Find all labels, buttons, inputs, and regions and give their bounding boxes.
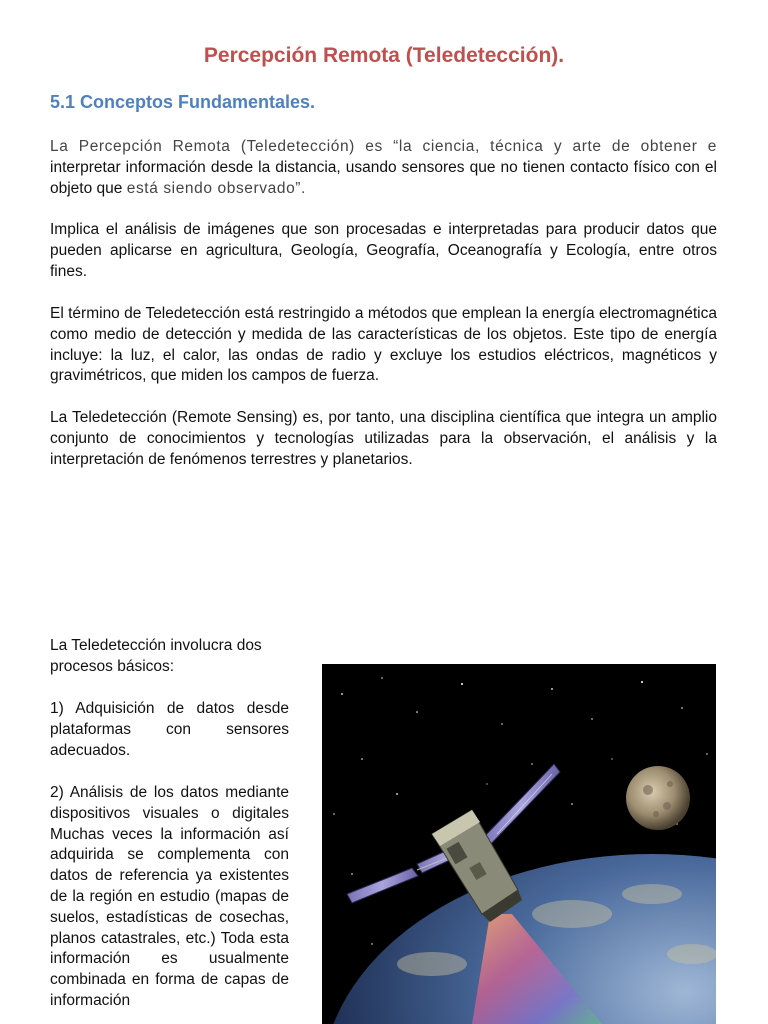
paragraph-definition [50, 137, 717, 199]
satellite-image [322, 664, 716, 1024]
paragraph-applications: Implica el análisis de imágenes que son procesadas e interpretadas para producir datos que pueden aplicarse en agricultura, Geología, Geografía, Oceanografía y Ecología, entre otros fines. [50, 221, 717, 280]
column-item-2: 2) Análisis de los datos mediante dispositivos visuales o digitales Muchas veces la información así adquirida se complementa con datos de referencia ya existentes de la región en estudio (mapas de suelos, estadísticas de cosechas, planos catastrales, etc.) Toda esta información es usualmente combinada en forma de capas de información [50, 784, 289, 1009]
moon [626, 766, 690, 830]
column-item-1: 1) Adquisición de datos desde plataformas con sensores adecuados. [50, 700, 289, 759]
column-intro: La Teledetección involucra dos procesos básicos: [50, 637, 262, 675]
definition-line-2: interpretar información desde la distancia, usando sensores que no tienen contacto físico con el objeto que [50, 158, 717, 197]
definition-line-3: está siendo observado”. [126, 179, 306, 197]
paragraph-remote-sensing: La Teledetección (Remote Sensing) es, por tanto, una disciplina científica que integra un amplio conjunto de conocimientos y tecnologías utilizadas para la observación, el análisis y la interpretación de fenómenos terrestres y planetarios. [50, 409, 717, 468]
paragraph-electromagnetic: El término de Teledetección está restringido a métodos que emplean la energía electromagnética como medio de detección y medida de las características de los objetos. Este tipo de energía incluye: la luz, el calor, las ondas de radio y excluye los estudios eléctricos, magnéticos y gravimétricos, que miden los campos de fuerza. [50, 305, 717, 385]
satellite-illustration [322, 664, 716, 1024]
page-title: Percepción Remota (Teledetección). [203, 44, 565, 67]
section-heading: 5.1 Conceptos Fundamentales. [50, 92, 316, 112]
definition-line-1: La Percepción Remota (Teledetección) es “la ciencia, técnica y arte de obtener e [50, 138, 717, 155]
